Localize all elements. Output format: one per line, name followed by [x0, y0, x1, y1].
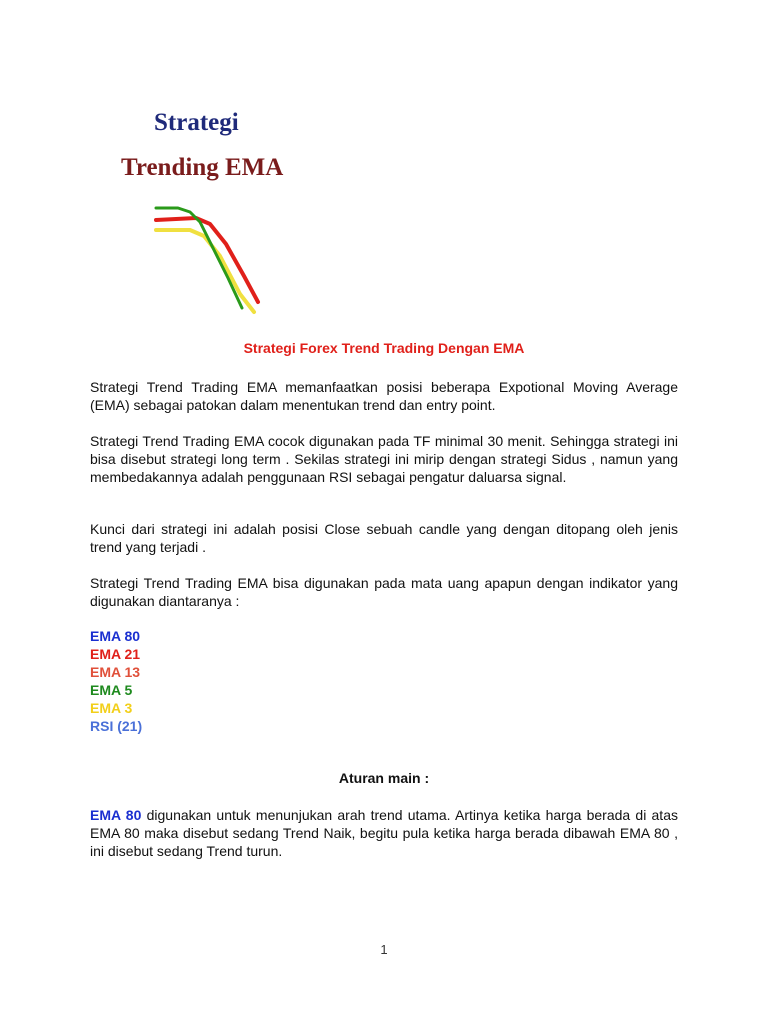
rules-heading: Aturan main : — [338, 770, 430, 786]
indicator-ema-21: EMA 21 — [90, 646, 141, 662]
logo-text-trending-ema: Trending EMA — [121, 154, 284, 181]
indicator-list — [90, 627, 142, 735]
green-ema-line — [156, 208, 242, 308]
paragraph-timeframe: Strategi Trend Trading EMA cocok digunakan pada TF minimal 30 menit. Sehingga strategi ini bisa disebut strategi long term . Sekilas strategi ini mirip dengan strategi Sidus , namun yang membedakannya adalah penggunaan RSI sebagai pengatur daluarsa signal. — [90, 433, 678, 485]
indicator-ema-5: EMA 5 — [90, 682, 133, 698]
indicator-rsi-21: RSI (21) — [90, 718, 143, 734]
logo-text-strategi: Strategi — [154, 109, 239, 136]
rule-lead-ema80: EMA 80 — [90, 807, 142, 823]
indicator-ema-80: EMA 80 — [90, 628, 141, 644]
indicator-ema-3: EMA 3 — [90, 700, 133, 716]
paragraph-intro: Strategi Trend Trading EMA memanfaatkan posisi beberapa Expotional Moving Average (EMA) sebagai patokan dalam menentukan trend dan entry point. — [90, 379, 678, 413]
paragraph-rule-ema80 — [90, 806, 678, 860]
paragraph-indicators-intro: Strategi Trend Trading EMA bisa digunakan pada mata uang apapun dengan indikator yang digunakan diantaranya : — [90, 575, 678, 609]
page-number: 1 — [380, 942, 388, 957]
rule-text-ema80: digunakan untuk menunjukan arah trend utama. Artinya ketika harga berada di atas EMA 80 maka disebut sedang Trend Naik, begitu pula ketika harga berada dibawah EMA 80 , ini disebut sedang Trend turun. — [90, 807, 678, 859]
document-title: Strategi Forex Trend Trading Dengan EMA — [243, 340, 525, 356]
strategy-logo-image — [108, 98, 318, 323]
paragraph-key: Kunci dari strategi ini adalah posisi Close sebuah candle yang dengan ditopang oleh jenis trend yang terjadi . — [90, 521, 678, 555]
indicator-ema-13: EMA 13 — [90, 664, 141, 680]
